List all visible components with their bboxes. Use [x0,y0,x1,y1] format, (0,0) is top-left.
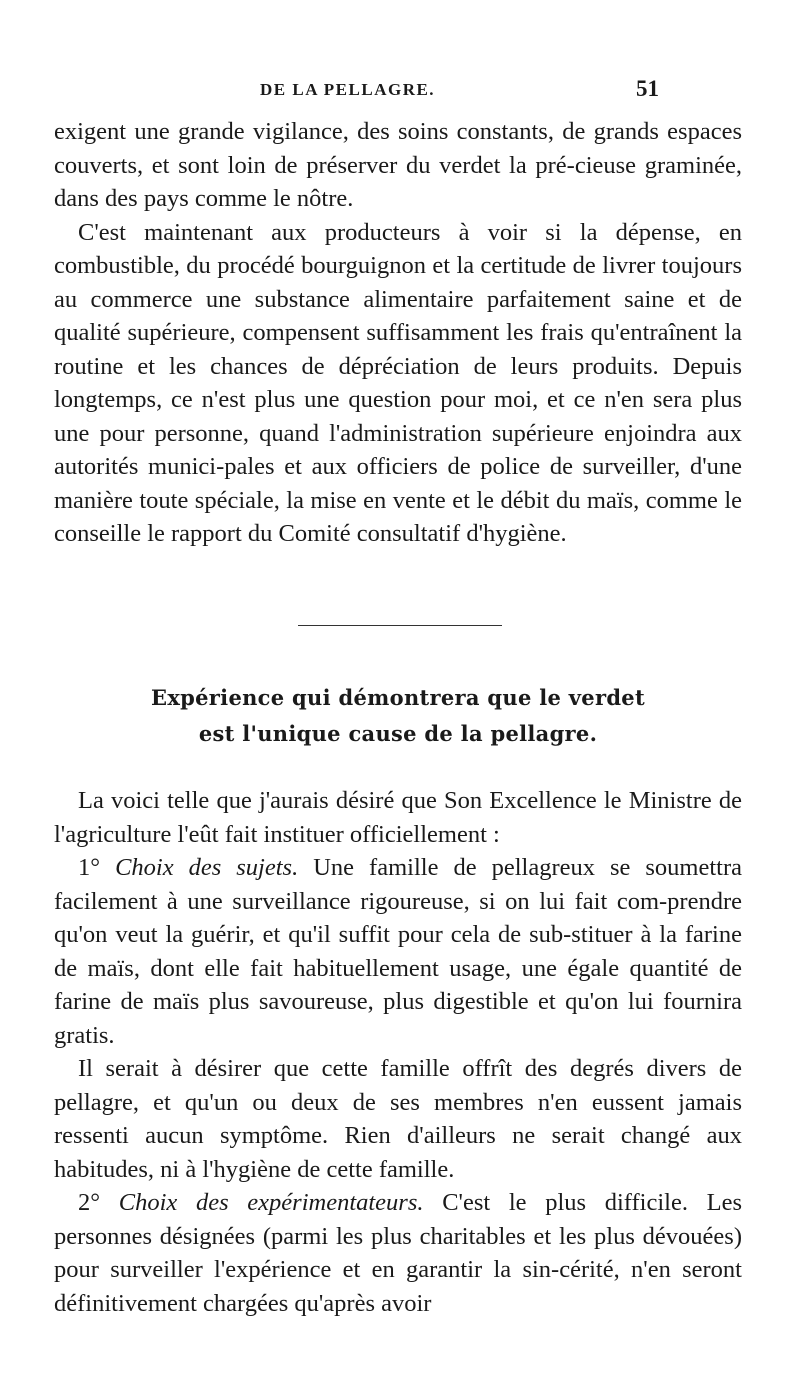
item-text-2: C'est le plus difficile. Les personnes désignées (parmi les plus charitables et les plus dévouées) pour surveiller l'expérience et en garantir la sin-cérité, n'en seront définitivement chargées qu'après avoir [54,1189,743,1317]
intro-paragraph-2: C'est maintenant aux producteurs à voir si la dépense, en combustible, du procédé bourguignon et la certitude de livrer toujours au commerce une substance alimentaire parfaitement saine et de qualité supérieure, compensent suffisamment les frais qu'entraînent la routine et les chances de dépréciation de leurs produits. Depuis longtemps, ce n'est plus une question pour moi, et ce n'en sera plus une pour personne, quand l'administration supérieure enjoindra aux autorités munici-pales et aux officiers de police de surveiller, d'une manière toute spéciale, la mise en vente et le débit du maïs, comme le conseille le rapport du Comité consultatif d'hygiène. [54,218,742,547]
running-title: DE LA PELLAGRE. [260,80,436,99]
section-heading [54,680,742,752]
item-text-1: Une famille de pellagreux se soumettra facilement à une surveillance rigoureuse, si on lui fait com-prendre qu'on veut la guérir, et qu'il suffit pour cela de sub-stituer à la farine de maïs, dont elle fait habituellement usage, une égale quantité de farine de maïs plus savoureuse, plus digestible et qu'on lui fournira gratis. [54,854,743,1049]
section-heading-line-1: Expérience qui démontrera que le verdet [151,685,645,710]
section-divider [298,625,502,626]
item-label-2: Choix des expérimentateurs. [118,1189,424,1216]
running-head [0,76,801,104]
item-number-1: 1° [78,854,101,881]
intro-text [54,115,742,551]
section-paragraph-2 [54,851,742,1052]
section-heading-line-2: est l'unique cause de la pellagre. [198,721,598,746]
section-text [54,784,742,1320]
item-label-1: Choix des sujets. [115,854,299,881]
intro-paragraph-1: exigent une grande vigilance, des soins constants, de grands espaces couverts, et sont loin de préserver du verdet la pré-cieuse graminée, dans des pays comme le nôtre. [54,118,742,212]
section-paragraph-4 [54,1186,742,1320]
section-paragraph-1: La voici telle que j'aurais désiré que Son Excellence le Ministre de l'agriculture l'eût fait instituer officiellement : [54,787,742,848]
item-number-2: 2° [78,1189,101,1216]
section-paragraph-3: Il serait à désirer que cette famille offrît des degrés divers de pellagre, et qu'un ou deux de ses membres n'en eussent jamais ressenti aucun symptôme. Rien d'ailleurs ne serait changé aux habitudes, ni à l'hygiène de cette famille. [54,1055,742,1183]
page-number: 51 [636,76,659,101]
